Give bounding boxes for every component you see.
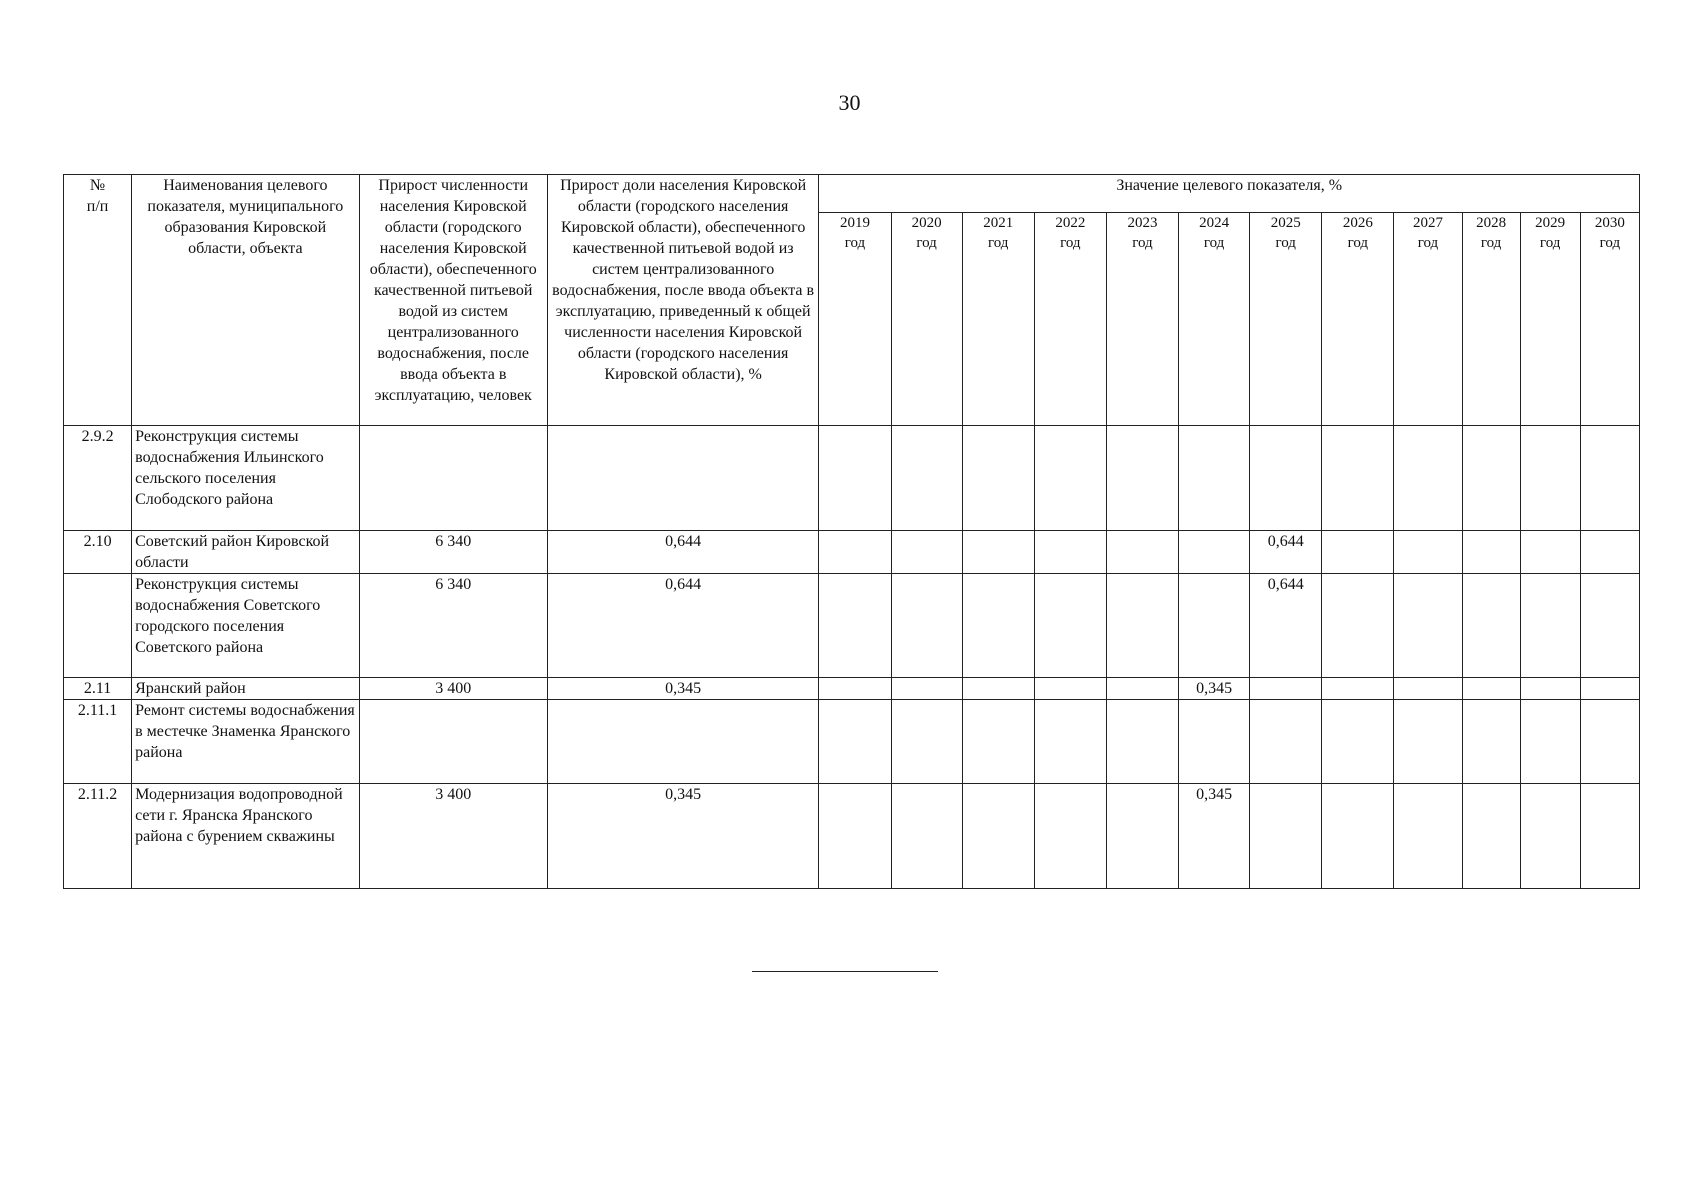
row-year-value [1462, 574, 1520, 678]
header-year-label: 2027 [1412, 215, 1443, 231]
row-year-value [1580, 678, 1639, 700]
row-year-value [1580, 784, 1639, 889]
table-header [64, 175, 1640, 426]
row-growth-share [547, 426, 819, 531]
row-year-value [1322, 574, 1394, 678]
header-year-unit: год [1417, 235, 1439, 251]
header-year-label: 2026 [1342, 215, 1373, 231]
header-year-unit: год [1132, 235, 1153, 251]
row-name: Советский район Кировской области [132, 531, 359, 574]
header-year-unit: год [844, 235, 866, 251]
row-num [64, 574, 132, 678]
row-year-value [819, 426, 891, 531]
table-row [64, 784, 1640, 889]
header-year-unit: год [1347, 235, 1369, 251]
header-year-label: 2028 [1476, 215, 1507, 231]
row-year-value [1179, 574, 1250, 678]
row-year-value [1034, 426, 1106, 531]
row-year-value [1106, 700, 1178, 784]
header-year-label: 2023 [1127, 215, 1158, 231]
row-year-value: 0,644 [1250, 531, 1322, 574]
row-year-value [1106, 426, 1178, 531]
row-year-value [1250, 700, 1322, 784]
row-year-value [819, 678, 891, 700]
table-row [64, 700, 1640, 784]
header-year-unit: год [1599, 235, 1621, 251]
row-year-value [1106, 678, 1178, 700]
header-name: Наименования целевого показателя, муниципального образования Кировской области, объекта [132, 175, 359, 426]
table-row [64, 531, 1640, 574]
header-year-2026 [1322, 213, 1394, 426]
row-year-value [819, 700, 891, 784]
row-growth-count [359, 426, 547, 531]
row-year-value [962, 574, 1034, 678]
row-growth-count: 3 400 [359, 678, 547, 700]
row-year-value [1520, 700, 1580, 784]
header-year-2024 [1179, 213, 1250, 426]
row-year-value [1250, 678, 1322, 700]
row-year-value [1580, 426, 1639, 531]
row-year-value: 0,345 [1179, 784, 1250, 889]
row-year-value [1106, 784, 1178, 889]
row-year-value [1462, 531, 1520, 574]
row-growth-count: 6 340 [359, 531, 547, 574]
signature-line [752, 971, 938, 972]
row-year-value [1462, 700, 1520, 784]
row-year-value [891, 531, 962, 574]
header-year-2030 [1580, 213, 1639, 426]
row-year-value [1322, 784, 1394, 889]
row-year-value [1580, 700, 1639, 784]
row-growth-share [547, 700, 819, 784]
row-name: Реконструкция системы водоснабжения Советского городского поселения Советского района [132, 574, 359, 678]
target-indicators-table [63, 174, 1640, 889]
header-year-label: 2029 [1535, 215, 1566, 231]
row-year-value [1394, 678, 1462, 700]
row-year-value [1250, 784, 1322, 889]
row-year-value [1520, 531, 1580, 574]
row-year-value [1394, 700, 1462, 784]
header-year-unit: год [987, 235, 1009, 251]
row-year-value [1322, 531, 1394, 574]
row-growth-share: 0,345 [547, 784, 819, 889]
row-year-value [962, 678, 1034, 700]
table-row [64, 574, 1640, 678]
header-target-value: Значение целевого показателя, % [819, 175, 1640, 213]
row-year-value [1462, 678, 1520, 700]
table-body [64, 426, 1640, 889]
header-year-2021 [962, 213, 1034, 426]
header-year-unit: год [1203, 235, 1225, 251]
header-year-2019 [819, 213, 891, 426]
row-year-value [1179, 700, 1250, 784]
row-year-value [891, 678, 962, 700]
row-num: 2.9.2 [64, 426, 132, 531]
row-year-value [1462, 426, 1520, 531]
header-year-label: 2019 [839, 215, 870, 231]
header-growth-count: Прирост численности населения Кировской области (городского населения Кировской области), обеспеченного качественной питьевой водой из систем централизованного водоснабжения, после ввода объекта в эксплуатацию, человек [359, 175, 547, 426]
row-year-value [962, 426, 1034, 531]
header-year-2028 [1462, 213, 1520, 426]
row-year-value: 0,345 [1179, 678, 1250, 700]
row-growth-share: 0,644 [547, 531, 819, 574]
row-year-value [891, 426, 962, 531]
header-num: № п/п [64, 175, 132, 426]
row-year-value [1034, 678, 1106, 700]
header-year-unit: год [1539, 235, 1561, 251]
row-name: Ремонт системы водоснабжения в местечке Знаменка Яранского района [132, 700, 359, 784]
row-year-value [891, 574, 962, 678]
row-year-value [1520, 784, 1580, 889]
row-year-value [1322, 700, 1394, 784]
row-growth-share: 0,345 [547, 678, 819, 700]
row-num: 2.11.1 [64, 700, 132, 784]
header-growth-share: Прирост доли населения Кировской области (городского населения Кировской области), обеспеченного качественной питьевой водой из систем централизованного водоснабжения, после ввода объекта в эксплуатацию, приведенный к общей численности населения Кировской области (городского населения Кировской области), % [547, 175, 819, 426]
row-year-value [1106, 574, 1178, 678]
header-year-label: 2030 [1594, 215, 1625, 231]
row-year-value [1580, 531, 1639, 574]
row-year-value [1322, 426, 1394, 531]
row-num: 2.11 [64, 678, 132, 700]
header-year-label: 2024 [1199, 215, 1230, 231]
row-year-value [1520, 426, 1580, 531]
header-year-2023 [1106, 213, 1178, 426]
header-year-2029 [1520, 213, 1580, 426]
table-row [64, 426, 1640, 531]
row-growth-count: 6 340 [359, 574, 547, 678]
row-year-value [1250, 426, 1322, 531]
row-num: 2.11.2 [64, 784, 132, 889]
header-year-2022 [1034, 213, 1106, 426]
header-year-unit: год [1275, 235, 1296, 251]
table-row [64, 678, 1640, 700]
row-name: Реконструкция системы водоснабжения Ильинского сельского поселения Слободского района [132, 426, 359, 531]
row-growth-count: 3 400 [359, 784, 547, 889]
header-year-label: 2022 [1055, 215, 1086, 231]
row-year-value [891, 700, 962, 784]
row-year-value [1179, 426, 1250, 531]
row-year-value [891, 784, 962, 889]
row-growth-share: 0,644 [547, 574, 819, 678]
row-year-value [1034, 531, 1106, 574]
row-year-value [1179, 531, 1250, 574]
header-year-unit: год [1480, 235, 1502, 251]
row-year-value [962, 531, 1034, 574]
row-year-value [1394, 784, 1462, 889]
row-year-value [1034, 574, 1106, 678]
row-year-value [819, 531, 891, 574]
row-growth-count [359, 700, 547, 784]
row-name: Модернизация водопроводной сети г. Яранска Яранского района с бурением скважины [132, 784, 359, 889]
row-name: Яранский район [132, 678, 359, 700]
row-year-value [1106, 531, 1178, 574]
row-year-value [1462, 784, 1520, 889]
header-year-unit: год [916, 235, 937, 251]
header-year-label: 2020 [911, 215, 942, 231]
header-year-2027 [1394, 213, 1462, 426]
row-year-value: 0,644 [1250, 574, 1322, 678]
row-year-value [1394, 574, 1462, 678]
page-number: 30 [838, 90, 861, 115]
row-year-value [962, 784, 1034, 889]
row-year-value [1394, 531, 1462, 574]
header-year-label: 2025 [1270, 215, 1301, 231]
row-year-value [962, 700, 1034, 784]
header-year-2025 [1250, 213, 1322, 426]
row-year-value [1394, 426, 1462, 531]
row-year-value [1580, 574, 1639, 678]
row-num: 2.10 [64, 531, 132, 574]
row-year-value [1322, 678, 1394, 700]
row-year-value [819, 574, 891, 678]
row-year-value [1034, 784, 1106, 889]
row-year-value [1034, 700, 1106, 784]
row-year-value [819, 784, 891, 889]
header-year-unit: год [1060, 235, 1081, 251]
header-year-2020 [891, 213, 962, 426]
header-year-label: 2021 [983, 215, 1014, 231]
row-year-value [1520, 574, 1580, 678]
row-year-value [1520, 678, 1580, 700]
